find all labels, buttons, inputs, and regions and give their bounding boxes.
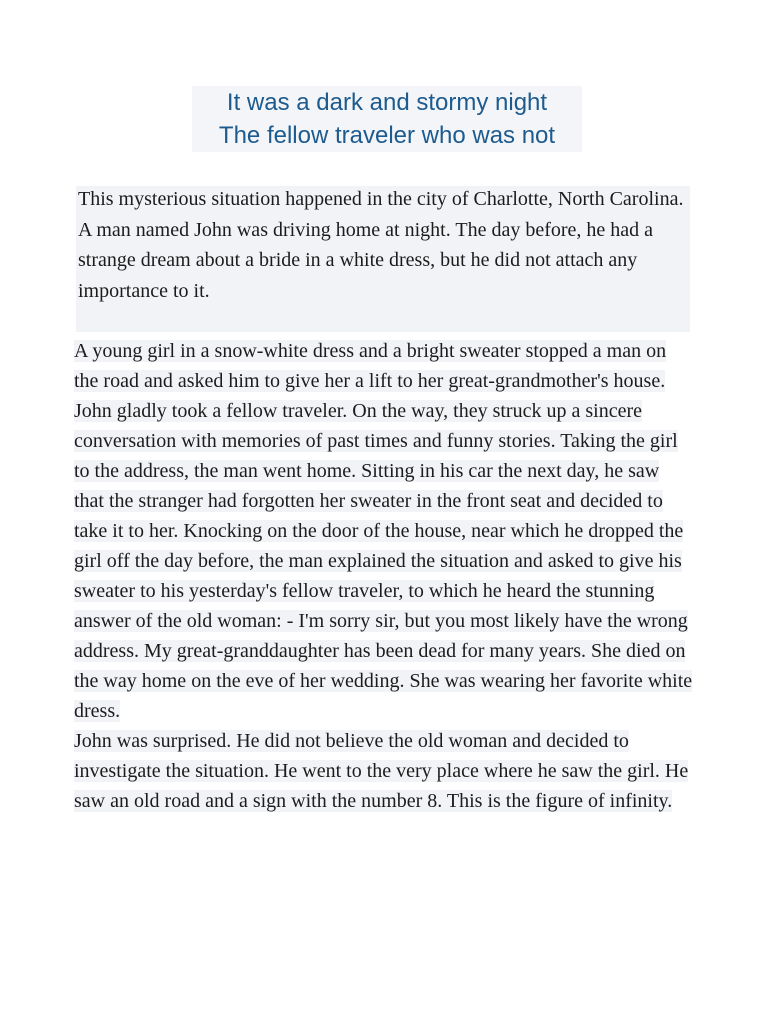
story-paragraph-1: A young girl in a snow-white dress and a bright sweater stopped a man on the road and asked him to give her a lift to her great-grandmother's house. John gladly took a fellow traveler. On the way, they struck up a sincere conversation with memories of past times and funny stories. Taking the girl to the address, the man went home. Sitting in his car the next day, he saw that the stranger had forgotten her sweater in the front seat and decided to take it to her. Knocking on the door of the house, near which he dropped the girl off the day before, the man explained the situation and asked to give his sweater to his yesterday's fellow traveler, to which he heard the stunning answer of the old woman: - I'm sorry sir, but you most likely have the wrong address. My great-granddaughter has been dead for many years. She died on the way home on the eve of her wedding. She was wearing her favorite white dress. [74,340,693,722]
title-line-2: The fellow traveler who was not [192,119,582,152]
intro-paragraph: This mysterious situation happened in the city of Charlotte, North Carolina. A man named John was driving home at night. The day before, he had a strange dream about a bride in a white dress, but he did not attach any importance to it. [78,188,684,302]
story-paragraph-2: John was surprised. He did not believe the old woman and decided to investigate the situation. He went to the very place where he saw the girl. He saw an old road and a sign with the number 8. This is the figure of infinity. [74,730,689,812]
story-body [74,336,694,816]
page-title [192,86,582,152]
title-line-1: It was a dark and stormy night [192,86,582,119]
